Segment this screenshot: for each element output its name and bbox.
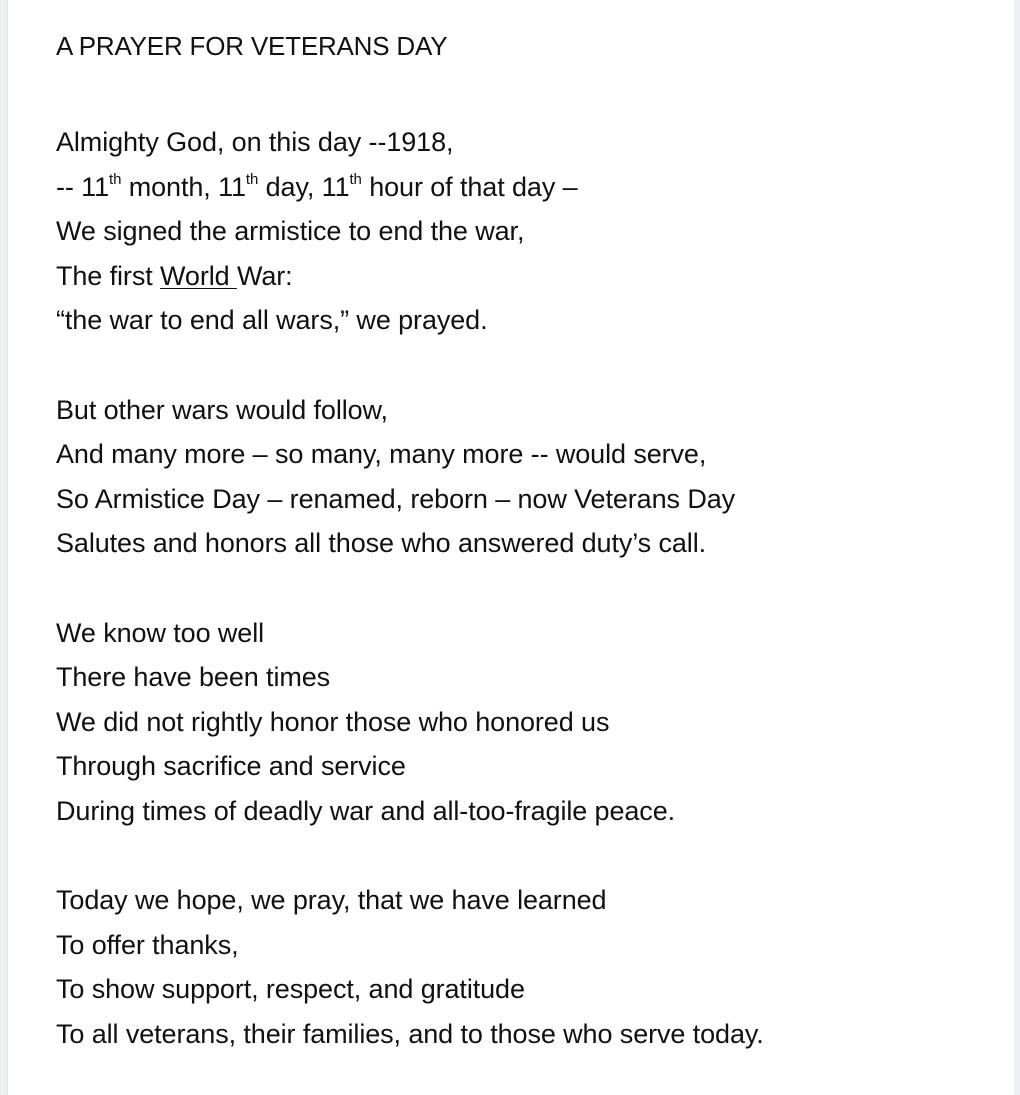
superscript: th — [109, 170, 122, 188]
text-segment: The first — [56, 260, 161, 291]
text-segment: War: — [236, 260, 293, 291]
underlined-text: World — [160, 260, 237, 291]
poem-line: Today we hope, we pray, that we have learned — [56, 885, 607, 916]
poem-line: We did not rightly honor those who honored us — [56, 706, 610, 737]
poem-line: Salutes and honors all those who answered duty’s call. — [56, 528, 706, 559]
poem-line: Through sacrifice and service — [56, 751, 406, 782]
superscript: th — [349, 170, 362, 188]
text-segment: hour of that day – — [361, 171, 578, 202]
poem-line: We know too well — [56, 617, 264, 648]
poem-line: And many more – so many, many more -- would serve, — [56, 439, 707, 470]
text-segment: -- 11 — [56, 171, 110, 202]
window-edge — [1014, 0, 1020, 1095]
title-spacer — [56, 62, 764, 120]
stanza-1 — [56, 120, 764, 343]
stanza-spacer — [56, 343, 764, 388]
poem-line: “the war to end all wars,” we prayed. — [56, 305, 488, 336]
text-segment: day, 11 — [258, 171, 350, 202]
poem-line: But other wars would follow, — [56, 394, 388, 425]
poem-line: Almighty God, on this day --1918, — [56, 127, 454, 157]
document-title: A PRAYER FOR VETERANS DAY — [56, 31, 448, 61]
poem-line — [56, 165, 764, 210]
stanza-spacer — [56, 566, 764, 611]
text-segment: month, 11 — [121, 171, 246, 202]
stanza-3 — [56, 611, 764, 834]
poem-line: There have been times — [56, 662, 331, 693]
poem-line: To offer thanks, — [56, 929, 239, 960]
stanza-2 — [56, 388, 764, 566]
poem-line: During times of deadly war and all-too-fragile peace. — [56, 795, 676, 826]
poem-line: To show support, respect, and gratitude — [56, 974, 525, 1005]
document-page — [8, 0, 1014, 1095]
document-body — [56, 30, 764, 1056]
stanza-spacer — [56, 834, 764, 879]
poem-line: So Armistice Day – renamed, reborn – now Veterans Day — [56, 483, 736, 514]
poem-line: We signed the armistice to end the war, — [56, 216, 525, 247]
poem-line: To all veterans, their families, and to those who serve today. — [56, 1018, 764, 1049]
superscript: th — [245, 170, 259, 188]
poem-line — [56, 254, 764, 299]
stanza-4 — [56, 878, 764, 1056]
